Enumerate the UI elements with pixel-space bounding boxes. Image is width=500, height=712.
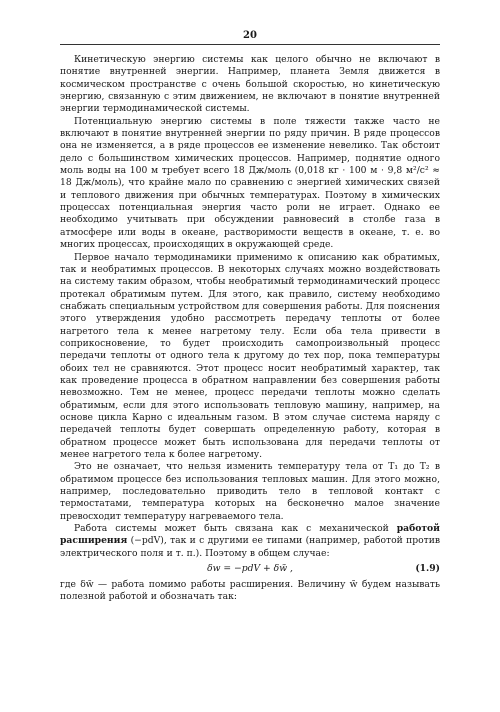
paragraph-potential-energy: Потенциальную энергию системы в поле тяжести также часто не включают в понятие внутренней энергии по ряду причин. В ряде процессов она не изменяется, а в ряде процессов ее изменение невелико. Так обстоит дело с большинством химических процессов. Например, поднятие одного моль воды на 100 м требует всего 18 Дж/моль (0,018 кг · 100 м · 9,8 м²/с² ≈ 18 Дж/моль), что крайне мало по сравнению с энергией химических связей и теплового движения при обычных температурах. Поэтому в химических процессах потенциальная энергия часто роли не играет. Однако ее необходимо учитывать при обсуждении равновесий в столбе газа в атмосфере или воды в океане, растворимости веществ в океане, т. е. во многих процессах, происходящих в окружающей среде. bbox=[60, 115, 440, 251]
paragraph-useful-work: где δw̃ — работа помимо работы расширения. Величину w̃ будем называть полезной работой и обозначать так: bbox=[60, 579, 440, 603]
formula-expression: δw = −pdV + δw̃ , bbox=[207, 563, 293, 575]
page-content bbox=[60, 54, 440, 604]
work-text-before: Работа системы может быть связана как с механической bbox=[74, 523, 397, 535]
paragraph-work-types bbox=[60, 523, 440, 560]
work-text-after: (−pdV), так и с другими ее типами (например, работой против электрического поля и т. п.). Поэтому в общем случае: bbox=[60, 535, 440, 559]
paragraph-first-law: Первое начало термодинамики применимо к описанию как обратимых, так и необратимых процессов. В некоторых случаях можно воздействовать на систему таким образом, чтобы необратимый термодинамический процесс протекал обратимым путем. Для этого, как правило, систему необходимо снабжать специальным устройством для совершения работы. Для пояснения этого утверждения удобно рассмотреть передачу теплоты от более нагретого тела к менее нагретому телу. Если оба тела привести в соприкосновение, то будет происходить самопроизвольный процесс передачи теплоты от одного тела к другому до тех пор, пока температуры обоих тел не сравняются. Этот процесс носит необратимый характер, так как проведение процесса в обратном направлении без совершения работы невозможно. Тем не менее, процесс передачи теплоты можно сделать обратимым, если для этого использовать тепловую машину, например, на основе цикла Карно с идеальным газом. В этом случае система наряду с передачей теплоты будет совершать определенную работу, которая в обратном процессе может быть использована для передачи теплоты от менее нагретого тела к более нагретому. bbox=[60, 251, 440, 460]
equation-number: (1.9) bbox=[415, 563, 440, 575]
paragraph-temperature-change: Это не означает, что нельзя изменить температуру тела от T₁ до T₂ в обратимом процессе без использования тепловых машин. Для этого можно, например, последовательно приводить тело в тепловой контакт с термостатами, температура которых на бесконечно малое значение превосходит температуру нагреваемого тела. bbox=[60, 461, 440, 522]
formula-1-9 bbox=[60, 561, 440, 577]
header-rule bbox=[60, 44, 440, 45]
page-number: 20 bbox=[243, 30, 257, 41]
paragraph-kinetic-energy: Кинетическую энергию системы как целого обычно не включают в понятие внутренней энергии. Например, планета Земля движется в космическом пространстве с очень большой скоростью, но кинетическую энергию, связанную с этим движением, не включают в понятие внутренней энергии термодинамической системы. bbox=[60, 54, 440, 115]
term-expansion-work: работой расширения bbox=[60, 523, 440, 547]
